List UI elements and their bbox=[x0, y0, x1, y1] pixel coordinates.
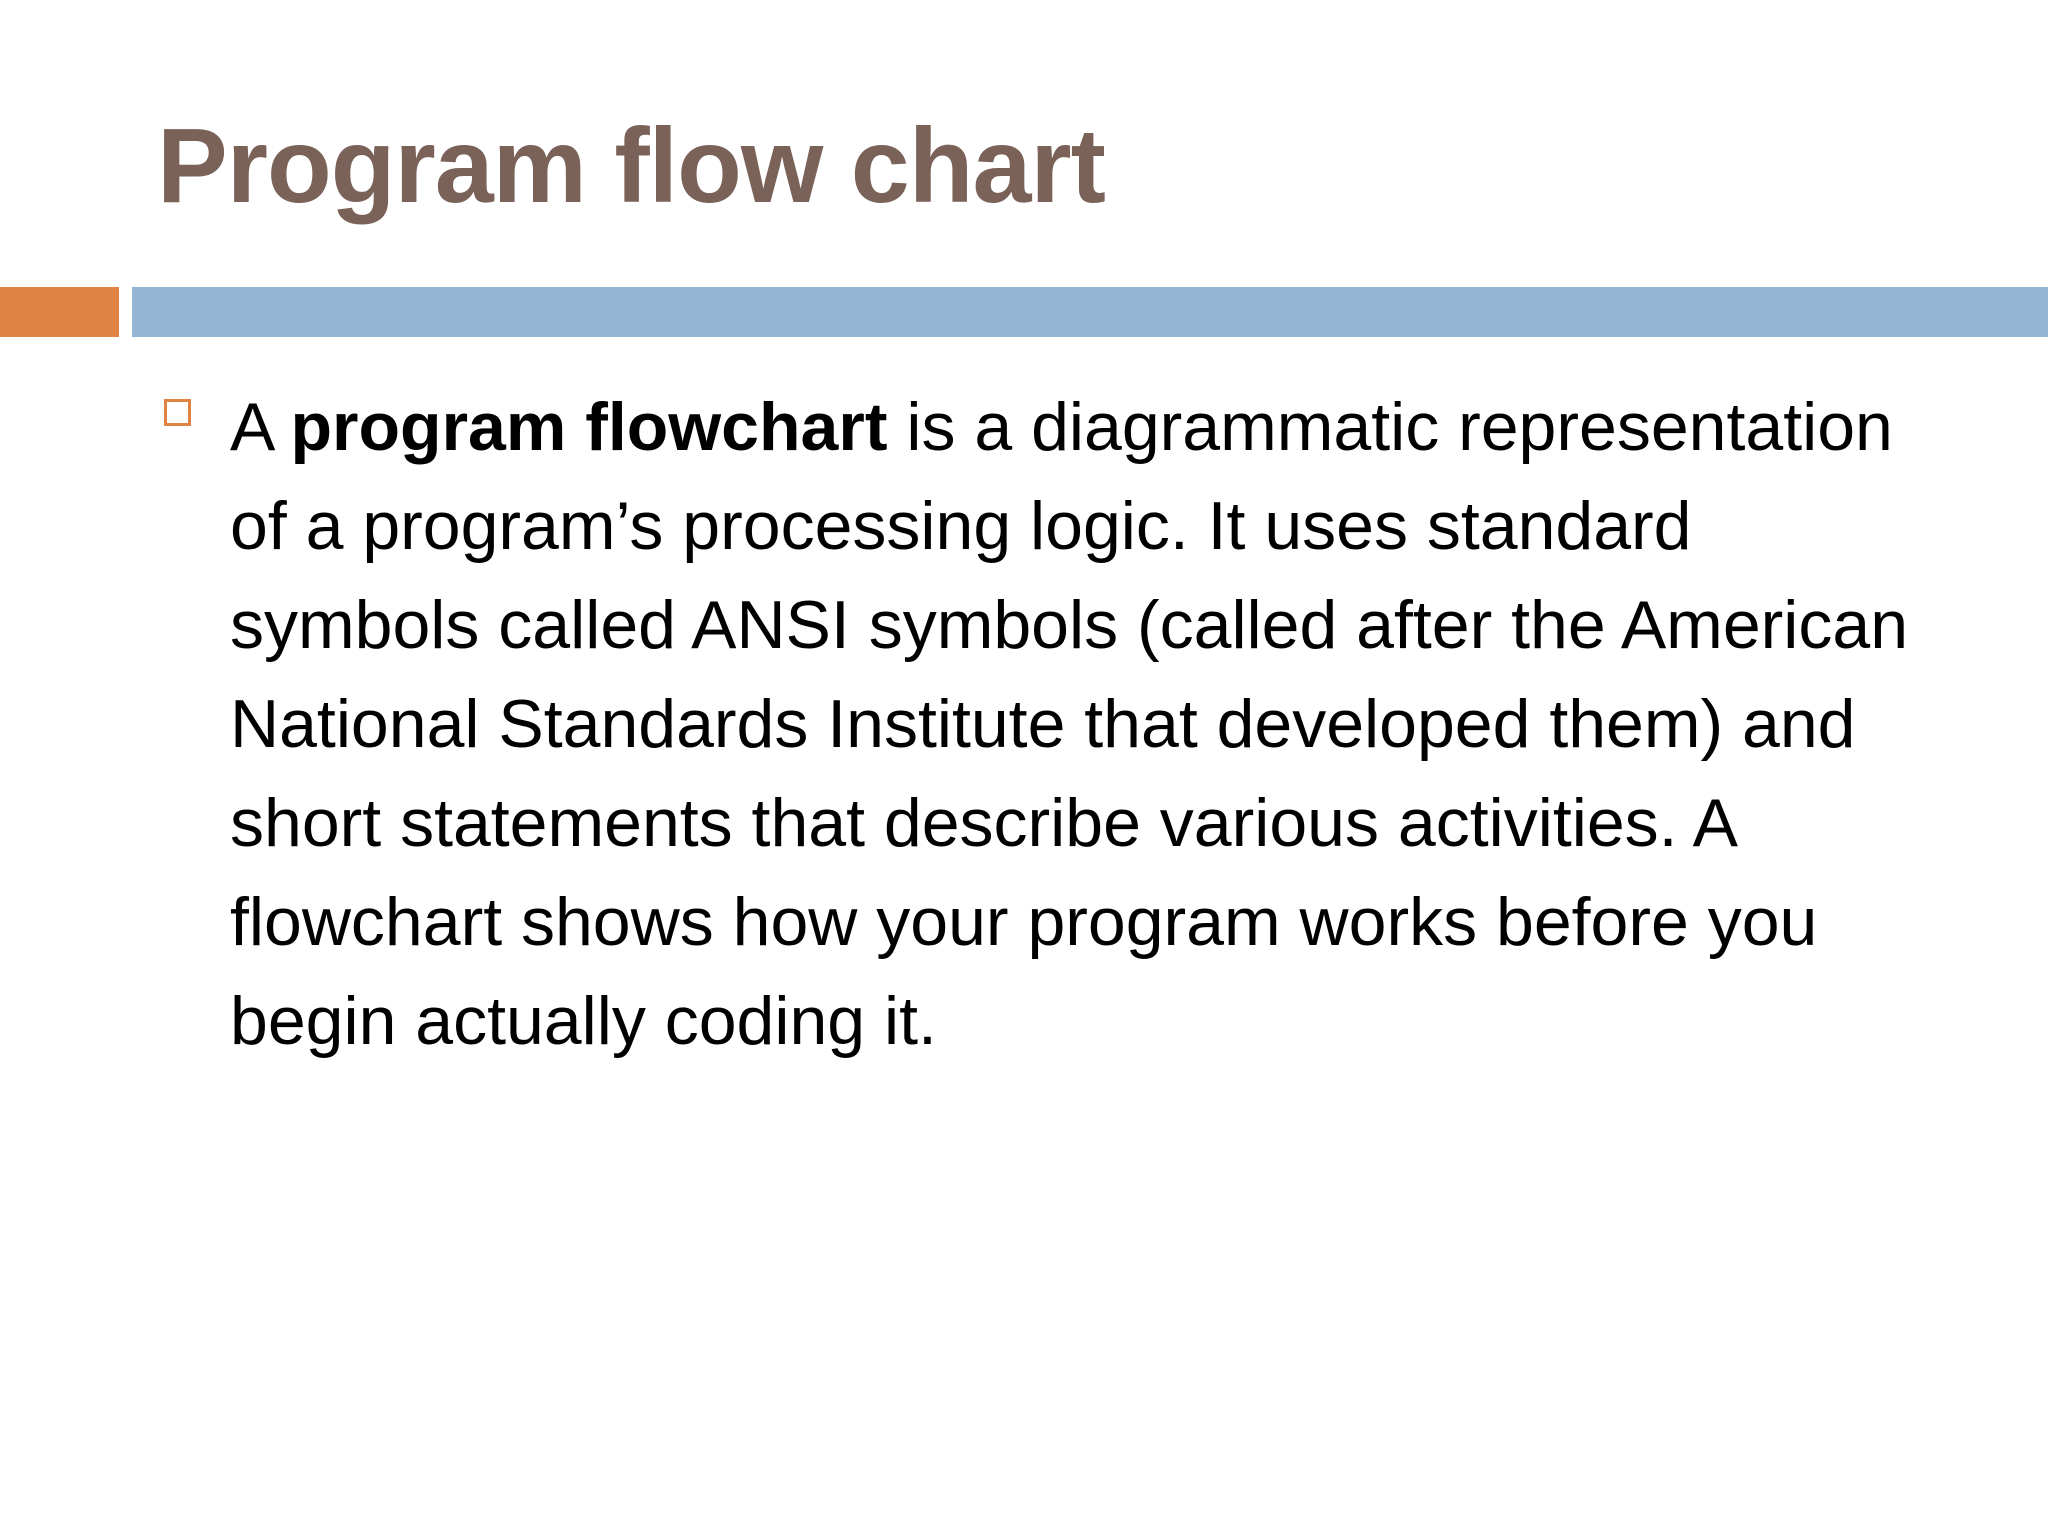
hollow-square-bullet-icon bbox=[164, 399, 191, 426]
bullet-bold-term: program flowchart bbox=[290, 389, 888, 465]
accent-bar bbox=[0, 287, 119, 337]
bullet-text bbox=[230, 378, 1923, 1071]
bullet-body: is a diagrammatic representation of a program’s processing logic. It uses standard symbols called ANSI symbols (called after the American National Standards Institute that developed them) and short statements that describe various activities. A flowchart shows how your program works before you begin actually coding it. bbox=[230, 389, 1909, 1059]
bullet-item bbox=[163, 378, 1923, 1071]
title-rule-bar bbox=[132, 287, 2048, 337]
bullet-list bbox=[163, 378, 1923, 1071]
bullet-prefix: A bbox=[230, 389, 291, 465]
slide-title: Program flow chart bbox=[157, 107, 1105, 225]
